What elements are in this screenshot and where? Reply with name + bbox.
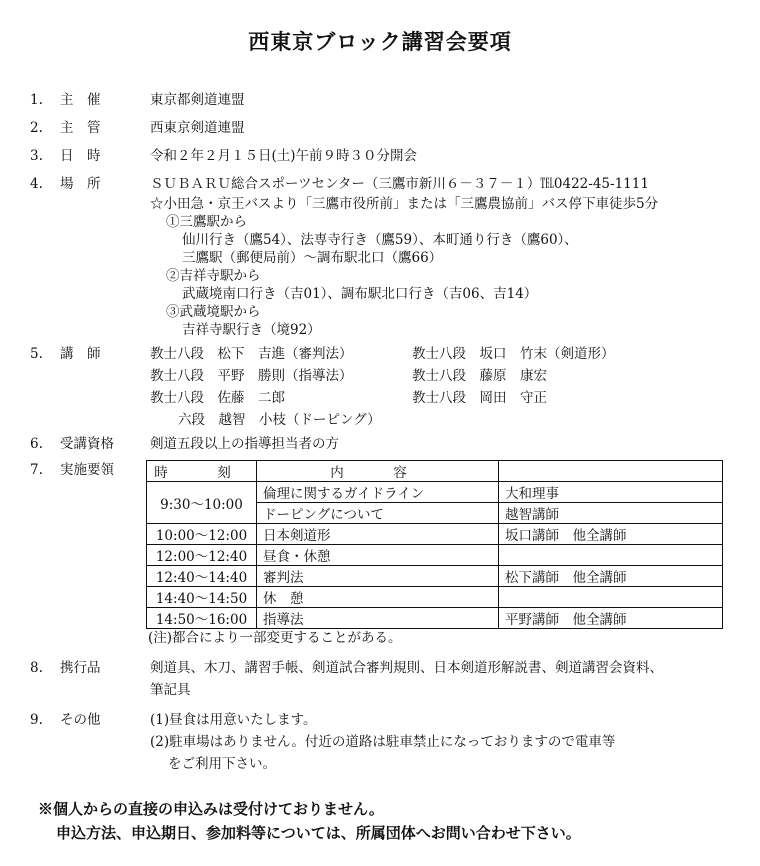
content-cell: 日本剣道形 [257,524,499,545]
column-header: 時 刻 [147,461,257,482]
table-row [147,482,723,503]
item-number: 4. [30,176,43,192]
item-number: 3. [30,148,43,164]
item-label: 講 師 [60,346,101,362]
item-number: 5. [30,346,43,362]
item-number: 6. [30,436,43,452]
route-line: 仙川行き（鷹54）、法専寺行き（鷹59）、本町通り行き（鷹60）、 [182,232,578,248]
content-cell: 休 憩 [257,587,499,608]
item-label: 主 催 [60,92,101,108]
content-cell: ドーピングについて [257,503,499,524]
lecturer-cell: 越智講師 [499,503,723,524]
belongings-line: 剣道具、木刀、講習手帳、剣道試合審判規則、日本剣道形解説書、剣道講習会資料、 [150,660,663,676]
lecturer-cell: 坂口講師 他全講師 [499,524,723,545]
item-number: 7. [30,462,43,478]
route-heading: ①三鷹駅から [166,214,247,230]
time-cell: 12:40～14:40 [147,566,257,587]
time-cell: 14:50～16:00 [147,608,257,629]
table-row [147,587,723,608]
other-line: (1)昼食は用意いたします。 [150,712,317,728]
item-label: 場 所 [60,176,101,192]
route-line: 三鷹駅（郵便局前）～調布駅北口（鷹66） [182,250,443,266]
table-row [147,608,723,629]
lecturer-cell: 大和理事 [499,482,723,503]
lecturer-entry: 教士八段 平野 勝則（指導法） [150,368,353,384]
item-number: 9. [30,712,43,728]
footer-notice: ※個人からの直接の申込みは受付けておりません。 [38,800,384,818]
time-cell: 10:00～12:00 [147,524,257,545]
route-heading: ③武蔵境駅から [166,304,261,320]
table-row [147,524,723,545]
lecturer-entry: 教士八段 岡田 守正 [412,390,547,406]
item-number: 2. [30,120,43,136]
lecturer-entry: 教士八段 佐藤 二郎 [150,390,285,406]
column-header: 内 容 [257,461,499,482]
time-cell: 12:00～12:40 [147,545,257,566]
venue-access: ☆小田急・京王バスより「三鷹市役所前」または「三鷹農協前」バス停下車徒歩5分 [150,196,659,212]
content-cell: 審判法 [257,566,499,587]
item-value: 剣道五段以上の指導担当者の方 [150,436,339,452]
route-line: 武蔵境南口行き（吉01）、調布駅北口行き（吉06、吉14） [182,286,538,302]
schedule-table [146,460,723,629]
item-label: 実施要領 [60,462,114,478]
lecturer-entry: 教士八段 坂口 竹末（剣道形） [412,346,615,362]
table-header-row [147,461,723,482]
item-value: 西東京剣道連盟 [150,120,245,136]
column-header [499,461,723,482]
table-row [147,545,723,566]
item-label: 受講資格 [60,436,114,452]
item-label: 主 管 [60,120,101,136]
content-cell: 倫理に関するガイドライン [257,482,499,503]
lecturer-entry: 教士八段 藤原 康宏 [412,368,547,384]
content-cell: 指導法 [257,608,499,629]
lecturer-cell: 松下講師 他全講師 [499,566,723,587]
item-number: 1. [30,92,43,108]
item-value: 東京都剣道連盟 [150,92,245,108]
content-cell: 昼食・休憩 [257,545,499,566]
item-value: ＳＵＢＡＲＵ総合スポーツセンター（三鷹市新川６－３７－１）℡0422-45-1111 [150,176,649,192]
table-row [147,566,723,587]
lecturer-cell [499,587,723,608]
item-label: その他 [60,712,101,728]
footer-inquiry: 申込方法、申込期日、参加料等については、所属団体へお問い合わせ下さい。 [56,824,581,842]
document-title: 西東京ブロック講習会要項 [248,29,512,54]
lecturer-entry: 教士八段 松下 吉進（審判法） [150,346,353,362]
lecturer-entry: 六段 越智 小枝（ドーピング） [178,412,381,428]
lecturer-cell: 平野講師 他全講師 [499,608,723,629]
route-heading: ②吉祥寺駅から [166,268,261,284]
item-value: 令和２年２月１５日(土)午前９時３０分開会 [150,148,418,164]
time-cell: 14:40～14:50 [147,587,257,608]
lecturer-cell [499,545,723,566]
item-label: 日 時 [60,148,101,164]
item-number: 8. [30,660,43,676]
other-line: をご利用下さい。 [168,756,276,772]
belongings-line: 筆記具 [150,682,191,698]
item-label: 携行品 [60,660,101,676]
other-line: (2)駐車場はありません。付近の道路は駐車禁止になっておりますので電車等 [150,734,616,750]
route-line: 吉祥寺駅行き（境92） [182,322,321,338]
time-cell: 9:30～10:00 [147,482,257,524]
schedule-note: (注)都合により一部変更することがある。 [148,630,402,646]
